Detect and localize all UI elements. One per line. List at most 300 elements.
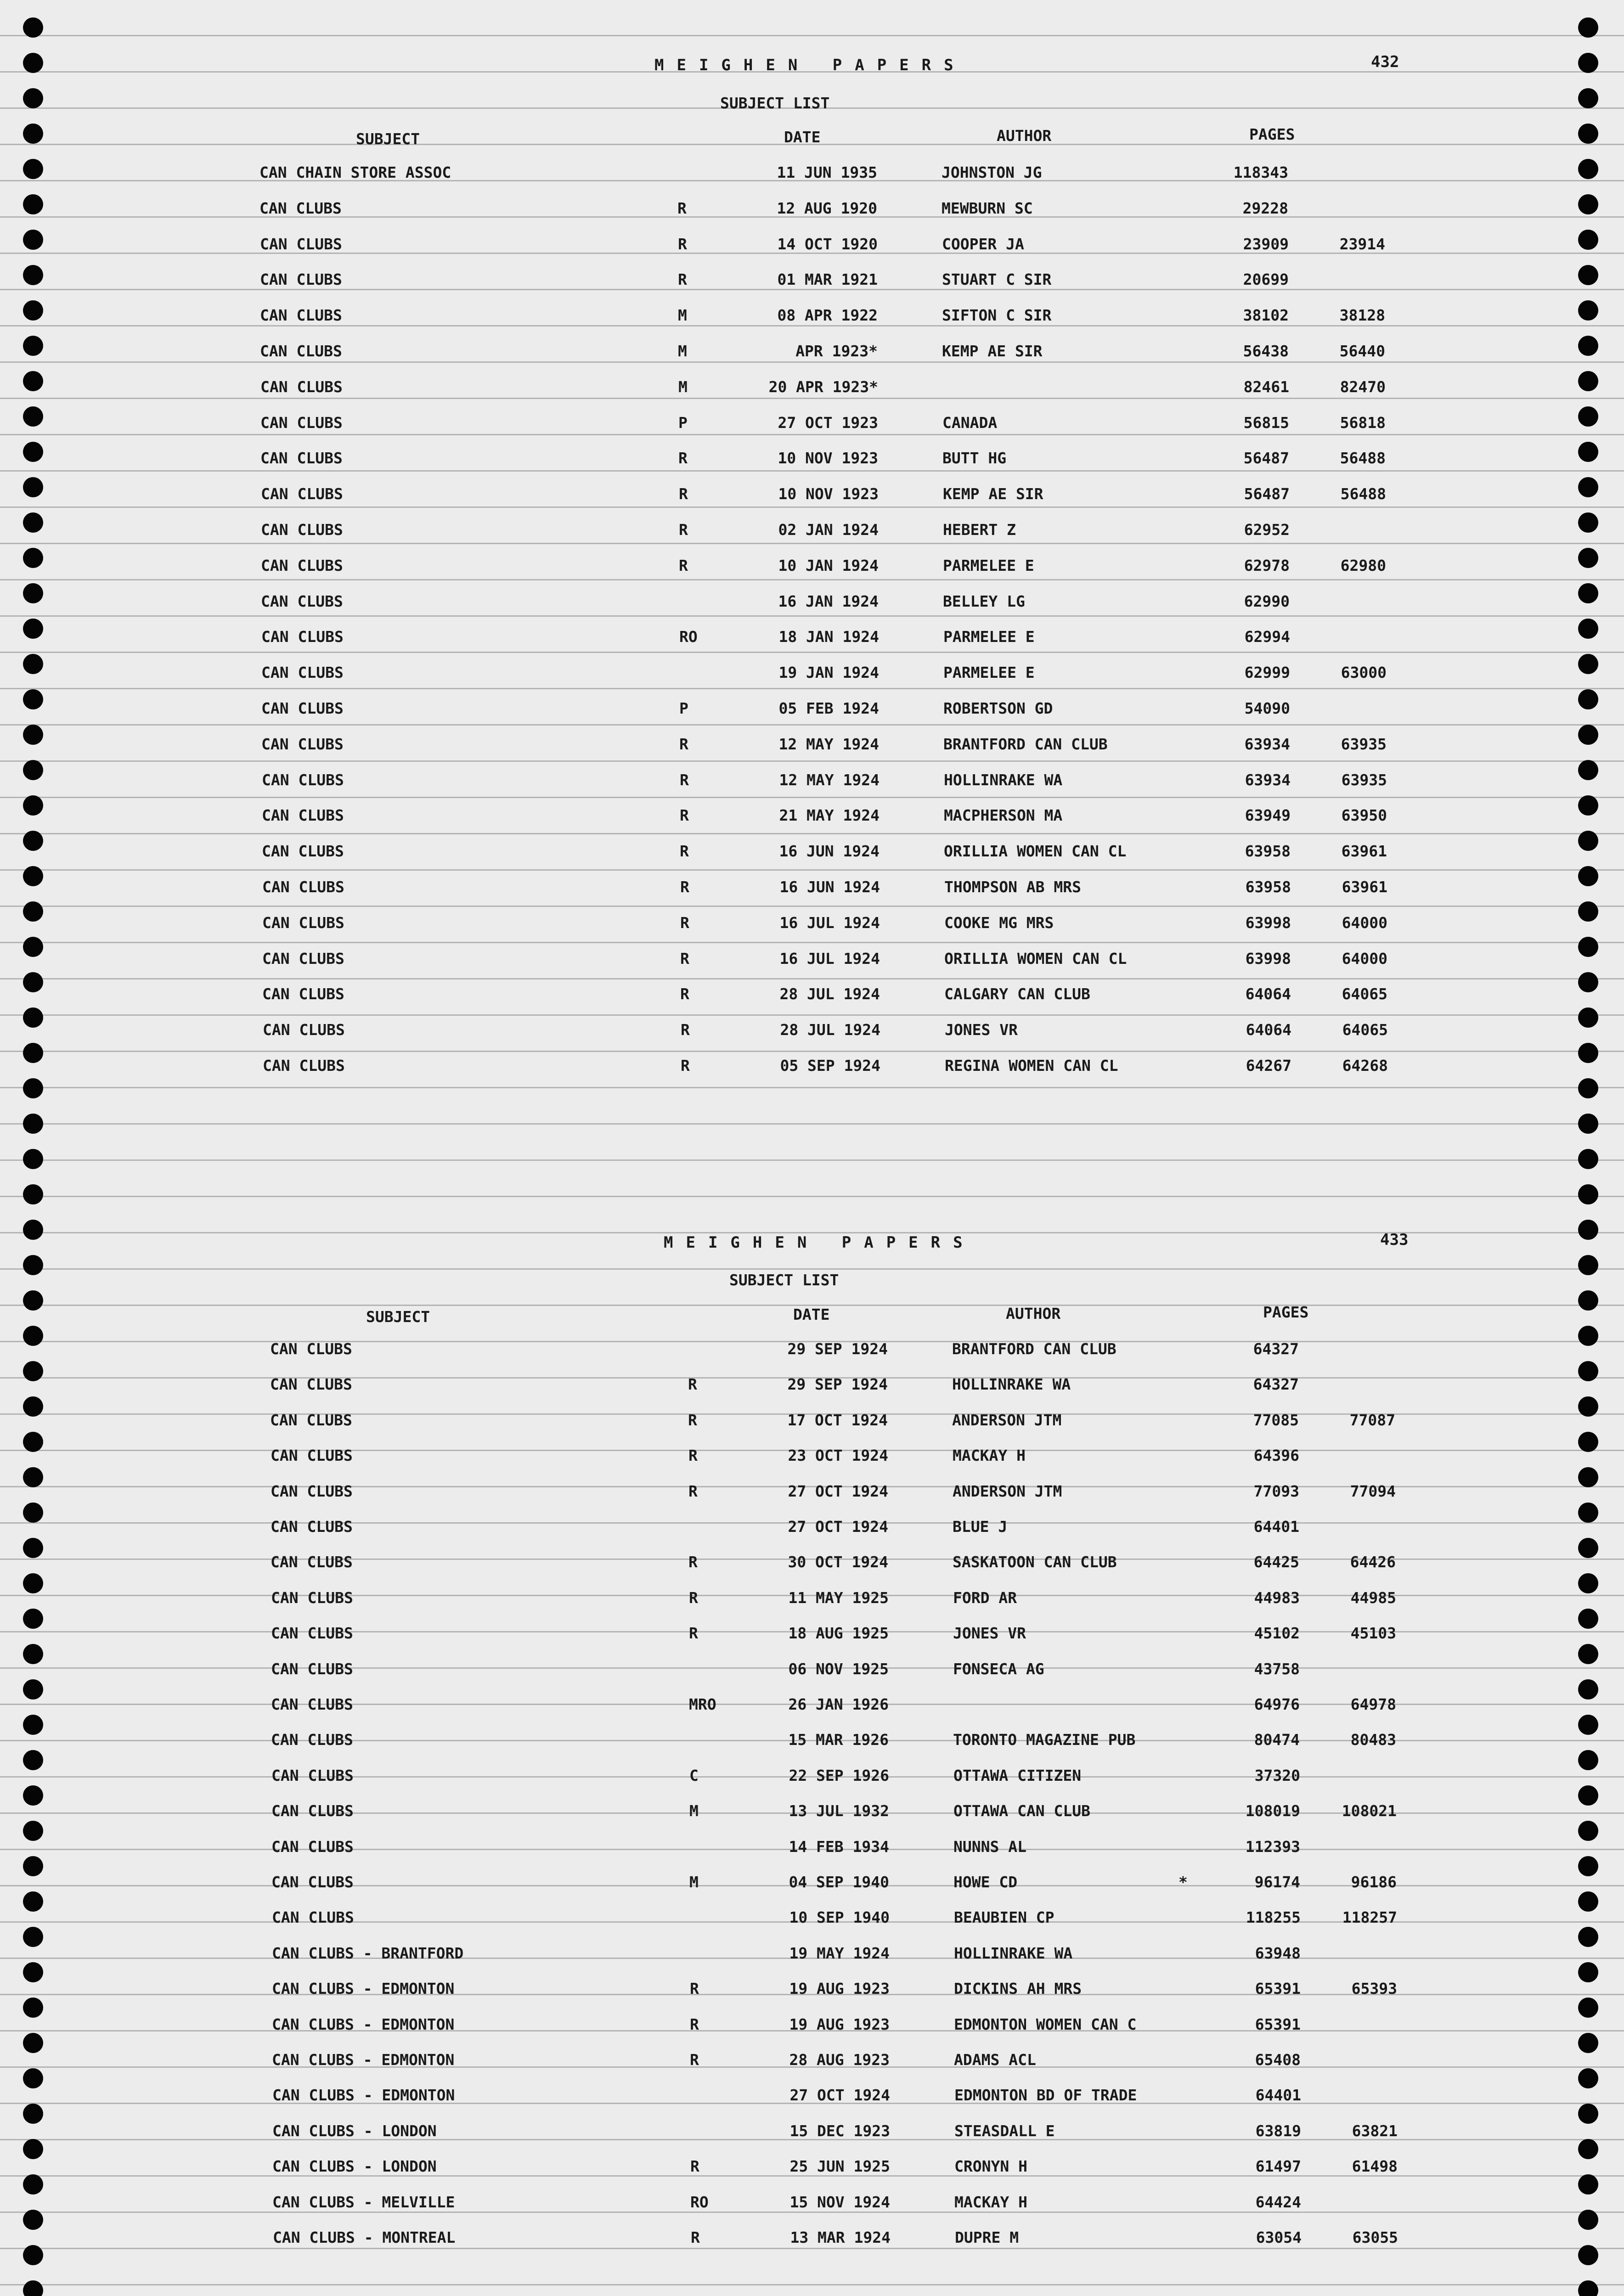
row-author: JONES VR — [945, 1021, 1018, 1039]
tractor-hole — [1578, 1290, 1598, 1311]
table-row — [262, 914, 1410, 941]
row-subject: CAN CLUBS - LONDON — [272, 2122, 437, 2140]
row-page-start: 62990 — [1244, 592, 1290, 610]
row-code: R — [680, 985, 689, 1003]
tractor-hole — [23, 2104, 43, 2124]
row-author: ANDERSON JTM — [952, 1411, 1062, 1429]
row-subject: CAN CLUBS — [260, 378, 343, 396]
row-subject: CAN CLUBS — [261, 628, 344, 646]
row-date: 08 APR 1922 — [777, 306, 878, 324]
tractor-hole — [1578, 1432, 1598, 1452]
tractor-hole — [1578, 1503, 1598, 1523]
tractor-hole — [1578, 1609, 1598, 1629]
row-page-start: 118255 — [1246, 1908, 1301, 1926]
row-date: 15 NOV 1924 — [789, 2193, 890, 2211]
row-page-start: 64425 — [1253, 1553, 1299, 1571]
row-code: R — [688, 1411, 697, 1429]
tractor-hole — [23, 371, 43, 391]
row-author: STUART C SIR — [942, 270, 1052, 288]
tractor-hole — [23, 1114, 43, 1134]
tractor-hole — [1578, 2068, 1598, 2088]
row-code: R — [690, 2051, 699, 2069]
row-code: R — [689, 1589, 698, 1607]
row-page-start: 62952 — [1244, 521, 1290, 539]
row-author: MACPHERSON MA — [944, 806, 1063, 824]
row-date: 29 SEP 1924 — [787, 1340, 888, 1358]
row-subject: CAN CLUBS — [271, 1446, 353, 1464]
row-code: R — [689, 1624, 698, 1642]
subject-list-heading: SUBJECT LIST — [729, 1271, 839, 1289]
tractor-hole — [1578, 1715, 1598, 1735]
row-subject: CAN CLUBS - EDMONTON — [272, 2051, 455, 2069]
row-subject: CAN CLUBS — [271, 1767, 354, 1784]
row-date: 15 MAR 1926 — [788, 1731, 889, 1749]
row-code: R — [679, 735, 688, 753]
tractor-hole — [1578, 1043, 1598, 1063]
row-subject: CAN CLUBS — [271, 1589, 353, 1607]
row-date: 11 JUN 1935 — [777, 163, 877, 181]
table-row — [261, 735, 1410, 763]
row-author: SIFTON C SIR — [942, 306, 1052, 324]
table-row — [262, 771, 1410, 799]
table-row — [261, 699, 1410, 727]
tractor-hole — [23, 2068, 43, 2088]
tractor-hole — [23, 1290, 43, 1311]
row-subject: CAN CLUBS - MELVILLE — [272, 2193, 455, 2211]
row-page-start: 45102 — [1254, 1624, 1300, 1642]
tractor-hole — [1578, 1927, 1598, 1947]
row-subject: CAN CLUBS - LONDON — [272, 2157, 437, 2175]
tractor-hole — [1578, 866, 1598, 886]
tractor-hole — [23, 159, 43, 179]
row-code: R — [679, 557, 688, 574]
row-subject: CAN CLUBS - EDMONTON — [272, 1980, 455, 1998]
row-author: HEBERT Z — [943, 521, 1016, 539]
table-row — [261, 628, 1410, 655]
table-row — [272, 1908, 1420, 1936]
row-code: M — [678, 306, 687, 324]
tractor-hole — [23, 1715, 43, 1735]
row-author: JONES VR — [953, 1624, 1026, 1642]
row-code: R — [680, 806, 689, 824]
row-code: R — [679, 485, 688, 503]
tractor-hole — [1578, 1856, 1598, 1876]
row-subject: CAN CLUBS - MONTREAL — [273, 2228, 456, 2246]
row-subject: CAN CLUBS — [262, 914, 344, 932]
tractor-hole — [1578, 2139, 1598, 2159]
row-page-start: 64064 — [1246, 1021, 1291, 1039]
row-page-start: 61497 — [1255, 2157, 1301, 2175]
tractor-hole — [1578, 1184, 1598, 1204]
row-flag: * — [1179, 1873, 1188, 1891]
tractor-hole — [23, 1891, 43, 1912]
row-page-start: 108019 — [1245, 1802, 1300, 1820]
row-subject: CAN CLUBS — [261, 485, 343, 503]
tractor-hole — [1578, 1679, 1598, 1699]
row-page-end: 63821 — [1352, 2122, 1398, 2140]
tractor-hole — [23, 1998, 43, 2018]
column-header-subject: SUBJECT — [366, 1308, 430, 1326]
tractor-hole — [1578, 512, 1598, 533]
tractor-hole — [23, 1078, 43, 1098]
tractor-hole — [23, 689, 43, 709]
row-subject: CAN CLUBS — [262, 878, 344, 896]
tractor-hole — [1578, 1573, 1598, 1593]
row-page-end: 64426 — [1350, 1553, 1396, 1571]
tractor-hole — [1578, 300, 1598, 321]
tractor-hole — [23, 1255, 43, 1275]
row-author: MACKAY H — [953, 1446, 1026, 1464]
table-row — [273, 2228, 1421, 2256]
tractor-hole — [23, 866, 43, 886]
row-page-start: 65391 — [1255, 1980, 1301, 1998]
row-page-end: 77087 — [1349, 1411, 1395, 1429]
row-code: R — [690, 1980, 699, 1998]
row-author: OTTAWA CAN CLUB — [953, 1802, 1091, 1820]
row-subject: CAN CLUBS — [271, 1660, 353, 1678]
row-date: 14 FEB 1934 — [789, 1838, 889, 1856]
row-author: EDMONTON BD OF TRADE — [954, 2086, 1137, 2104]
row-code: R — [680, 771, 689, 789]
tractor-hole — [1578, 1255, 1598, 1275]
left-tractor-holes — [18, 0, 51, 2296]
row-author: ORILLIA WOMEN CAN CL — [944, 950, 1127, 968]
row-author: DUPRE M — [955, 2228, 1019, 2246]
row-page-end: 64065 — [1342, 1021, 1388, 1039]
row-subject: CAN CLUBS — [259, 199, 342, 217]
row-subject: CAN CLUBS - EDMONTON — [272, 2015, 455, 2033]
row-code: R — [678, 270, 687, 288]
row-code: C — [689, 1767, 699, 1784]
column-header-author: AUTHOR — [997, 127, 1052, 145]
row-subject: CAN CLUBS — [262, 950, 344, 968]
table-row — [262, 985, 1410, 1013]
row-code: RO — [690, 2193, 709, 2211]
row-page-start: 62978 — [1244, 557, 1290, 574]
row-subject: CAN CLUBS — [260, 449, 343, 467]
row-subject: CAN CLUBS — [261, 592, 343, 610]
row-page-start: 77085 — [1253, 1411, 1299, 1429]
row-subject: CAN CLUBS — [260, 270, 342, 288]
tractor-hole — [23, 1679, 43, 1699]
tractor-hole — [23, 1573, 43, 1593]
row-author: HOLLINRAKE WA — [952, 1375, 1071, 1393]
tractor-hole — [1578, 619, 1598, 639]
tractor-hole — [1578, 1007, 1598, 1028]
table-row — [271, 1838, 1420, 1865]
row-code: P — [678, 414, 688, 432]
tractor-hole — [1578, 1891, 1598, 1912]
row-date: 23 OCT 1924 — [788, 1446, 888, 1464]
tractor-hole — [1578, 371, 1598, 391]
tractor-hole — [23, 1609, 43, 1629]
tractor-hole — [1578, 583, 1598, 603]
row-page-start: 56438 — [1243, 342, 1289, 360]
tractor-hole — [23, 265, 43, 285]
tractor-hole — [23, 1856, 43, 1876]
tractor-hole — [23, 1750, 43, 1770]
table-row — [259, 199, 1408, 227]
row-page-start: 65391 — [1255, 2015, 1301, 2033]
table-row — [272, 2015, 1420, 2043]
table-row — [271, 1446, 1419, 1474]
row-subject: CAN CLUBS — [270, 1340, 352, 1358]
row-date: 12 AUG 1920 — [777, 199, 877, 217]
tractor-hole — [1578, 972, 1598, 992]
row-date: 27 OCT 1924 — [788, 1482, 888, 1500]
table-row — [260, 270, 1408, 298]
row-page-start: 44983 — [1254, 1589, 1300, 1607]
tractor-hole — [23, 512, 43, 533]
row-code: M — [678, 342, 687, 360]
tractor-hole — [23, 1432, 43, 1452]
row-author: SASKATOON CAN CLUB — [953, 1553, 1117, 1571]
tractor-hole — [1578, 1785, 1598, 1806]
tractor-hole — [1578, 760, 1598, 780]
row-author: FONSECA AG — [953, 1660, 1044, 1678]
tractor-hole — [1578, 795, 1598, 816]
tractor-hole — [23, 2139, 43, 2159]
tractor-hole — [23, 1007, 43, 1028]
tractor-hole — [23, 2033, 43, 2053]
row-page-start: 56487 — [1243, 449, 1289, 467]
row-page-end: 56488 — [1340, 449, 1386, 467]
row-subject: CAN CLUBS - BRANTFORD — [272, 1944, 464, 1962]
table-row — [272, 2193, 1421, 2221]
tractor-hole — [1578, 194, 1598, 214]
row-author: FORD AR — [953, 1589, 1017, 1607]
row-subject: CAN CLUBS — [261, 557, 343, 574]
table-row — [271, 1589, 1419, 1616]
tractor-hole — [1578, 1644, 1598, 1664]
row-code: R — [680, 950, 689, 968]
tractor-hole — [23, 2210, 43, 2230]
tractor-hole — [1578, 1149, 1598, 1169]
row-date: 21 MAY 1924 — [779, 806, 880, 824]
row-date: 28 JUL 1924 — [780, 1021, 880, 1039]
row-page-end: 82470 — [1340, 378, 1386, 396]
row-author: BRANTFORD CAN CLUB — [952, 1340, 1116, 1358]
table-row — [260, 235, 1408, 263]
table-row — [260, 378, 1409, 405]
row-author: REGINA WOMEN CAN CL — [945, 1057, 1118, 1075]
row-author: MEWBURN SC — [942, 199, 1033, 217]
tractor-hole — [23, 2174, 43, 2195]
tractor-hole — [23, 336, 43, 356]
row-date: 27 OCT 1924 — [788, 1518, 888, 1536]
row-code: R — [690, 2015, 699, 2033]
tractor-hole — [23, 654, 43, 674]
row-author: CALGARY CAN CLUB — [944, 985, 1090, 1003]
subject-list-heading: SUBJECT LIST — [720, 94, 830, 112]
row-date: 18 AUG 1925 — [788, 1624, 889, 1642]
row-code: R — [680, 842, 689, 860]
row-subject: CAN CLUBS — [260, 235, 342, 253]
row-subject: CAN CLUBS — [261, 735, 344, 753]
table-row — [261, 664, 1410, 691]
row-page-start: 80474 — [1254, 1731, 1300, 1749]
row-subject: CAN CLUBS — [260, 414, 343, 432]
row-page-start: 63998 — [1245, 914, 1291, 932]
tractor-hole — [1578, 2210, 1598, 2230]
row-page-start: 64401 — [1255, 2086, 1301, 2104]
tractor-hole — [1578, 336, 1598, 356]
row-date: 11 MAY 1925 — [788, 1589, 889, 1607]
row-page-start: 64424 — [1255, 2193, 1301, 2211]
row-page-start: 64976 — [1254, 1695, 1300, 1713]
table-row — [262, 950, 1410, 977]
row-page-end: 63950 — [1341, 806, 1387, 824]
row-subject: CAN CLUBS — [262, 771, 344, 789]
tractor-hole — [1578, 2245, 1598, 2265]
row-page-end: 56818 — [1340, 414, 1386, 432]
row-date: 12 MAY 1924 — [778, 735, 879, 753]
table-row — [272, 2122, 1421, 2150]
row-page-start: 62994 — [1244, 628, 1290, 646]
row-code: M — [678, 378, 688, 396]
row-author: HOWE CD — [953, 1873, 1018, 1891]
row-page-start: 43758 — [1254, 1660, 1300, 1678]
tractor-hole — [23, 1149, 43, 1169]
row-date: 04 SEP 1940 — [789, 1873, 889, 1891]
row-date: 15 DEC 1923 — [789, 2122, 890, 2140]
tractor-hole — [1578, 2280, 1598, 2296]
table-row — [272, 1944, 1420, 1972]
tractor-hole — [23, 1503, 43, 1523]
row-subject: CAN CLUBS — [262, 806, 344, 824]
row-page-start: 56815 — [1243, 414, 1289, 432]
table-row — [271, 1767, 1420, 1794]
tractor-hole — [1578, 1750, 1598, 1770]
table-row — [271, 1553, 1419, 1581]
row-page-start: 38102 — [1243, 306, 1289, 324]
table-row — [271, 1518, 1419, 1545]
row-author: ADAMS ACL — [954, 2051, 1036, 2069]
row-author: COOKE MG MRS — [944, 914, 1054, 932]
row-date: 01 MAR 1921 — [777, 270, 878, 288]
row-page-end: 96186 — [1351, 1873, 1397, 1891]
row-code: R — [679, 521, 688, 539]
column-header-author: AUTHOR — [1006, 1305, 1061, 1322]
row-code: R — [691, 2228, 700, 2246]
row-date: 14 OCT 1920 — [777, 235, 878, 253]
row-date: 27 OCT 1924 — [789, 2086, 890, 2104]
table-row — [260, 306, 1408, 334]
tractor-hole — [23, 725, 43, 745]
row-page-end: 64978 — [1350, 1695, 1396, 1713]
tractor-hole — [23, 442, 43, 462]
row-page-end: 44985 — [1350, 1589, 1396, 1607]
table-row — [263, 1021, 1411, 1048]
row-page-end: 63961 — [1341, 842, 1387, 860]
row-subject: CAN CLUBS - EDMONTON — [272, 2086, 455, 2104]
tractor-hole — [23, 1962, 43, 1982]
table-row — [259, 163, 1408, 191]
tractor-hole — [23, 1821, 43, 1841]
row-subject: CAN CLUBS — [271, 1624, 353, 1642]
row-author: COOPER JA — [942, 235, 1024, 253]
tractor-hole — [23, 230, 43, 250]
row-page-start: 112393 — [1245, 1838, 1300, 1856]
tractor-hole — [1578, 1962, 1598, 1982]
row-page-end: 80483 — [1350, 1731, 1396, 1749]
row-page-start: 63819 — [1255, 2122, 1301, 2140]
row-page-end: 56488 — [1340, 485, 1386, 503]
row-page-start: 64327 — [1253, 1340, 1299, 1358]
row-code: R — [681, 1021, 690, 1039]
row-page-end: 61498 — [1352, 2157, 1398, 2175]
row-author: BLUE J — [953, 1518, 1008, 1536]
row-date: 10 NOV 1923 — [778, 485, 879, 503]
tractor-hole — [23, 1220, 43, 1240]
row-author: PARMELEE E — [943, 664, 1035, 681]
tractor-hole — [1578, 1326, 1598, 1346]
row-page-end: 63961 — [1342, 878, 1387, 896]
row-code: R — [678, 235, 687, 253]
row-date: 19 AUG 1923 — [789, 2015, 890, 2033]
row-page-end: 64065 — [1342, 985, 1387, 1003]
row-date: 26 JAN 1926 — [788, 1695, 889, 1713]
page-number: 432 — [1371, 53, 1399, 71]
table-row — [272, 2051, 1420, 2078]
row-date: 06 NOV 1925 — [788, 1660, 889, 1678]
table-row — [270, 1411, 1418, 1439]
tractor-hole — [1578, 406, 1598, 427]
row-subject: CAN CLUBS — [271, 1553, 353, 1571]
row-date: 27 OCT 1923 — [778, 414, 878, 432]
row-page-start: 64396 — [1253, 1446, 1299, 1464]
table-row — [270, 1340, 1418, 1367]
row-page-start: 118343 — [1233, 163, 1288, 181]
row-page-start: 82461 — [1243, 378, 1289, 396]
row-date: 19 AUG 1923 — [789, 1980, 890, 1998]
table-row — [270, 1375, 1418, 1403]
tractor-hole — [23, 901, 43, 922]
row-code: R — [690, 2157, 699, 2175]
row-code: RO — [679, 628, 698, 646]
table-row — [271, 1695, 1419, 1723]
row-code: R — [688, 1446, 698, 1464]
row-subject: CAN CLUBS — [262, 842, 344, 860]
tractor-hole — [1578, 230, 1598, 250]
row-subject: CAN CLUBS — [270, 1411, 352, 1429]
row-subject: CAN CLUBS — [271, 1873, 354, 1891]
tractor-hole — [23, 1467, 43, 1487]
page-title: MEIGHEN PAPERS — [654, 56, 966, 74]
row-date: 29 SEP 1924 — [787, 1375, 888, 1393]
table-row — [261, 521, 1409, 548]
row-author: THOMPSON AB MRS — [944, 878, 1082, 896]
row-author: BRANTFORD CAN CLUB — [943, 735, 1108, 753]
row-subject: CAN CLUBS — [261, 664, 344, 681]
row-author: PARMELEE E — [943, 557, 1034, 574]
row-subject: CAN CLUBS — [261, 699, 344, 717]
tractor-hole — [23, 477, 43, 497]
row-subject: CAN CLUBS — [271, 1482, 353, 1500]
table-row — [272, 2157, 1421, 2185]
table-row — [260, 342, 1408, 370]
row-subject: CAN CLUBS — [262, 985, 344, 1003]
row-date: 25 JUN 1925 — [789, 2157, 890, 2175]
row-date: 02 JAN 1924 — [778, 521, 879, 539]
tractor-hole — [1578, 265, 1598, 285]
row-page-start: 63998 — [1245, 950, 1291, 968]
row-author: STEASDALL E — [954, 2122, 1055, 2140]
column-header-date: DATE — [784, 128, 821, 146]
row-author: BUTT HG — [942, 449, 1007, 467]
table-row — [271, 1660, 1419, 1688]
row-subject: CAN CLUBS — [271, 1731, 353, 1749]
